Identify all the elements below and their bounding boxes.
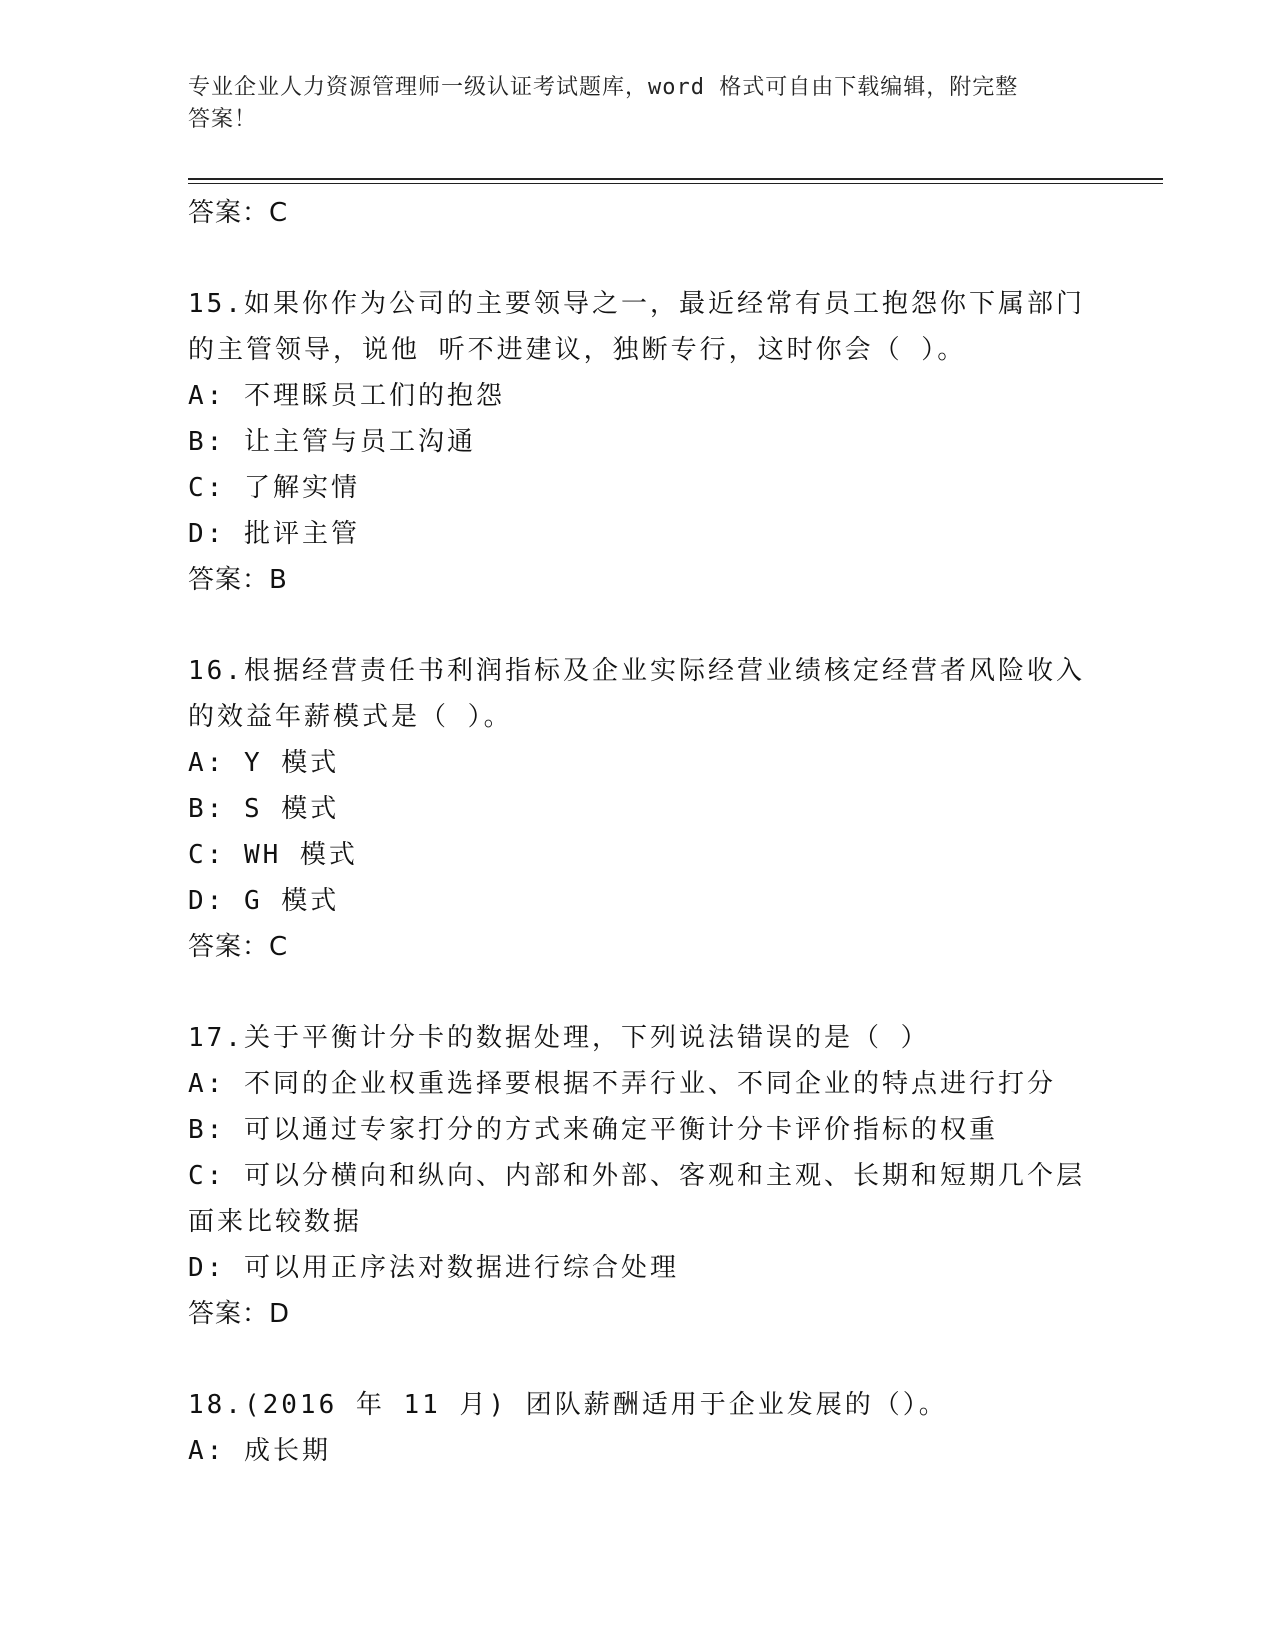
header-line-2: 答案！ [188,107,258,132]
spacer [188,1337,1088,1382]
question-18 [188,1382,1088,1474]
header-divider [188,178,1163,180]
option-c: C: 了解实情 [188,473,360,503]
question-stem: 的主管领导，说他 听不进建议，独断专行，这时你会（ ）。 [188,335,967,365]
option-d: D: 批评主管 [188,519,360,549]
option-b: B: S 模式 [188,794,340,824]
option-c-continued: 面来比较数据 [188,1207,363,1237]
option-d: D: 可以用正序法对数据进行综合处理 [188,1253,679,1283]
answer-line: 答案：C [188,932,289,962]
header-divider-thin [188,183,1163,184]
spacer [188,970,1088,1015]
question-stem: 15.如果你作为公司的主要领导之一，最近经常有员工抱怨你下属部门 [188,289,1085,319]
page-header [188,72,1068,136]
option-a: A: Y 模式 [188,748,340,778]
option-a: A: 不理睬员工们的抱怨 [188,381,505,411]
question-stem: 16.根据经营责任书利润指标及企业实际经营业绩核定经营者风险收入 [188,656,1085,686]
answer-line: 答案：C [188,198,289,228]
spacer [188,236,1088,281]
spacer [188,603,1088,648]
option-c: C: WH 模式 [188,840,358,870]
option-c: C: 可以分横向和纵向、内部和外部、客观和主观、长期和短期几个层 [188,1161,1085,1191]
option-b: B: 可以通过专家打分的方式来确定平衡计分卡评价指标的权重 [188,1115,998,1145]
question-stem: 的效益年薪模式是（ ）。 [188,702,513,732]
option-d: D: G 模式 [188,886,340,916]
answer-line: 答案：D [188,1299,291,1329]
answer-line: 答案：B [188,565,288,595]
option-a: A: 不同的企业权重选择要根据不弄行业、不同企业的特点进行打分 [188,1069,1056,1099]
question-17 [188,1015,1088,1337]
option-a: A: 成长期 [188,1436,331,1466]
question-stem: 18.(2016 年 11 月) 团队薪酬适用于企业发展的（）。 [188,1390,948,1420]
question-16 [188,648,1088,970]
question-stem: 17.关于平衡计分卡的数据处理，下列说法错误的是（ ） [188,1023,930,1053]
question-list [188,190,1088,1474]
header-line-1: 专业企业人力资源管理师一级认证考试题库，word 格式可自由下载编辑，附完整 [188,75,1019,100]
option-b: B: 让主管与员工沟通 [188,427,476,457]
question-15 [188,281,1088,603]
